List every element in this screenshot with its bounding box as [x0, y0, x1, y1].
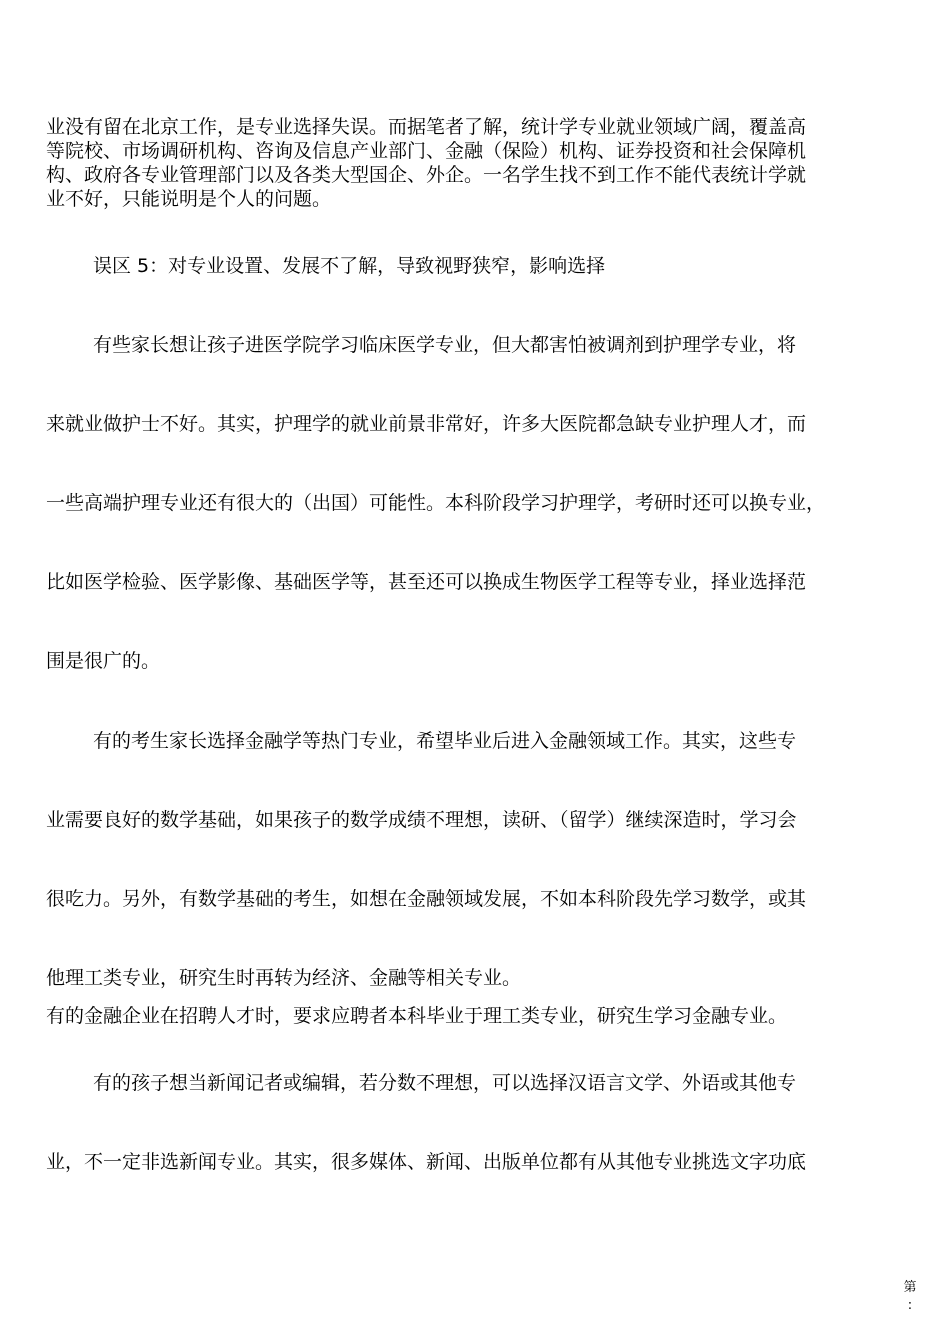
paragraph-line: 业需要良好的数学基础，如果孩子的数学成绩不理想，读研、（留学）继续深造时，学习会 — [46, 809, 797, 831]
paragraph-line: 业没有留在北京工作，是专业选择失误。而据笔者了解，统计学专业就业领域广阔，覆盖高 — [46, 116, 807, 138]
section-heading: 误区 5：对专业设置、发展不了解，导致视野狭窄，影响选择 — [93, 255, 606, 277]
paragraph-line: 有些家长想让孩子进医学院学习临床医学专业，但大都害怕被调剂到护理学专业，将 — [93, 334, 797, 356]
footer-page-colon: : — [907, 1298, 913, 1313]
paragraph-line: 很吃力。另外，有数学基础的考生，如想在金融领域发展，不如本科阶段先学习数学，或其 — [46, 888, 807, 910]
paragraph-line: 有的孩子想当新闻记者或编辑，若分数不理想，可以选择汉语言文学、外语或其他专 — [93, 1072, 797, 1094]
paragraph-line: 业不好，只能说明是个人的问题。 — [46, 188, 332, 210]
paragraph-line: 比如医学检验、医学影像、基础医学等，甚至还可以换成生物医学工程等专业，择业选择范 — [46, 571, 807, 593]
footer-page-label: 第 — [903, 1280, 917, 1295]
page-footer — [902, 1279, 918, 1315]
paragraph-line: 有的金融企业在招聘人才时，要求应聘者本科毕业于理工类专业，研究生学习金融专业。 — [46, 1005, 788, 1027]
paragraph-line: 围是很广的。 — [46, 650, 161, 672]
paragraph-line: 他理工类专业，研究生时再转为经济、金融等相关专业。 — [46, 967, 522, 989]
paragraph-line: 构、政府各专业管理部门以及各类大型国企、外企。一名学生找不到工作不能代表统计学就 — [46, 164, 807, 186]
paragraph-line: 来就业做护士不好。其实，护理学的就业前景非常好，许多大医院都急缺专业护理人才，而 — [46, 413, 807, 435]
paragraph-line: 有的考生家长选择金融学等热门专业，希望毕业后进入金融领域工作。其实，这些专 — [93, 730, 797, 752]
paragraph-line: 业，不一定非选新闻专业。其实，很多媒体、新闻、出版单位都有从其他专业挑选文字功底 — [46, 1151, 807, 1173]
paragraph-line: 一些高端护理专业还有很大的（出国）可能性。本科阶段学习护理学，考研时还可以换专业， — [46, 492, 826, 514]
paragraph-line: 等院校、市场调研机构、咨询及信息产业部门、金融（保险）机构、证券投资和社会保障机 — [46, 140, 807, 162]
